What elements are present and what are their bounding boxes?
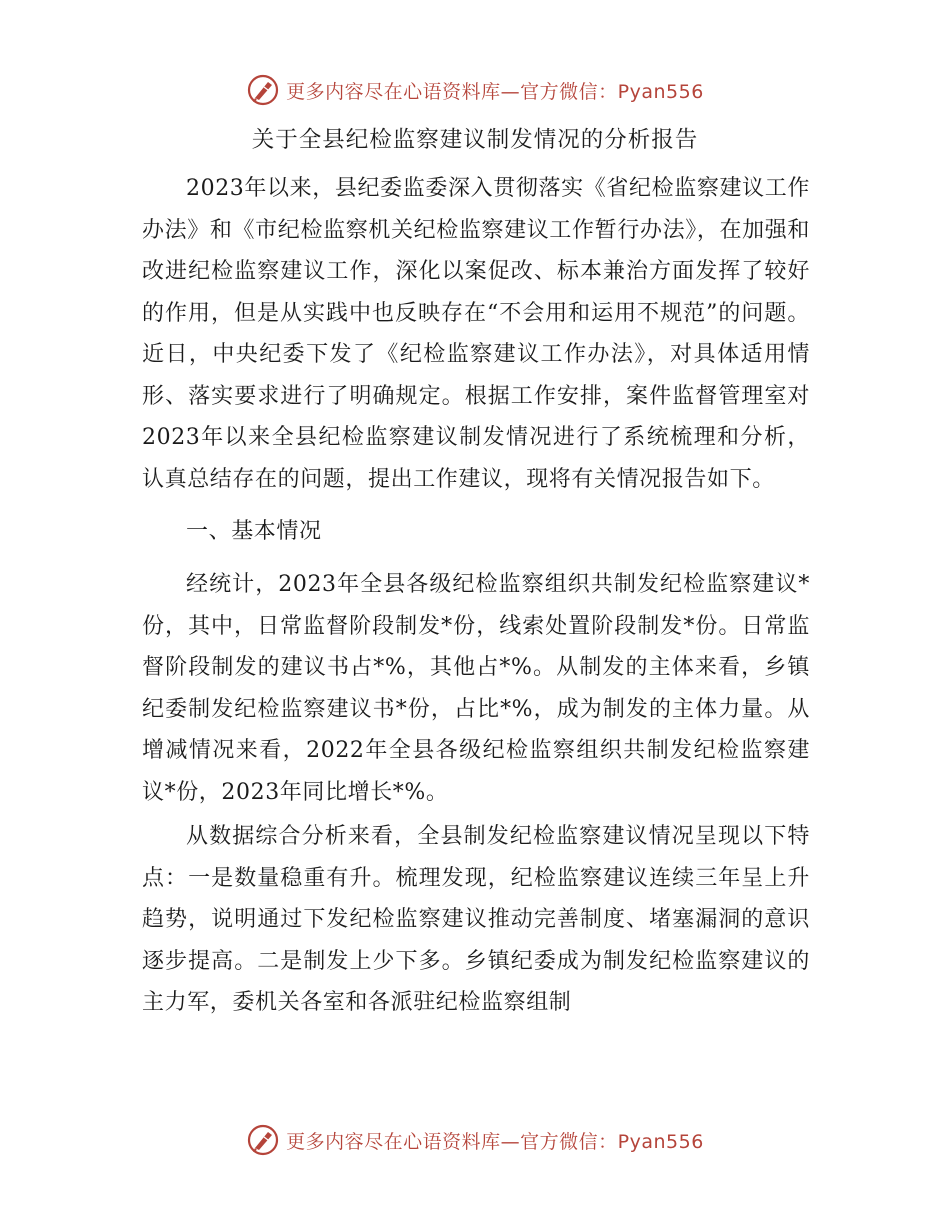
intro-paragraph: 2023年以来，县纪委监委深入贯彻落实《省纪检监察建议工作办法》和《市纪检监察机关纪检监察建议工作暂行办法》，在加强和改进纪检监察建议工作，深化以案促改、标本兼治方面发挥了较好的作用，但是从实践中也反映存在“不会用和运用不规范”的问题。近日，中央纪委下发了《纪检监察建议工作办法》，对具体适用情形、落实要求进行了明确规定。根据工作安排，案件监督管理室对2023年以来全县纪检监察建议制发情况进行了系统梳理和分析，认真总结存在的问题，提出工作建议，现将有关情况报告如下。: [142, 176, 810, 492]
quill-pen-logo-icon: [246, 1123, 280, 1157]
footer-banner: [0, 1120, 950, 1160]
analysis-paragraph: 从数据综合分析来看，全县制发纪检监察建议情况呈现以下特点：一是数量稳重有升。梳理发现，纪检监察建议连续三年呈上升趋势，说明通过下发纪检监察建议推动完善制度、堵塞漏洞的意识逐步提高。二是制发上少下多。乡镇纪委成为制发纪检监察建议的主力军，委机关各室和各派驻纪检监察组制: [142, 824, 810, 1015]
document-body: [142, 168, 810, 1024]
header-banner: [0, 70, 950, 110]
section-heading: 一、基本情况: [186, 519, 322, 544]
header-banner-text: 更多内容尽在心语资料库—官方微信：Pyan556: [286, 80, 704, 103]
document-title: 关于全县纪检监察建议制发情况的分析报告: [251, 127, 699, 153]
quill-pen-logo-icon: [246, 73, 280, 107]
footer-banner-text: 更多内容尽在心语资料库—官方微信：Pyan556: [286, 1130, 704, 1153]
statistics-paragraph: 经统计，2023年全县各级纪检监察组织共制发纪检监察建议*份，其中，日常监督阶段制发*份，线索处置阶段制发*份。日常监督阶段制发的建议书占*%，其他占*%。从制发的主体来看，乡镇纪委制发纪检监察建议书*份，占比*%，成为制发的主体力量。从增减情况来看，2022年全县各级纪检监察组织共制发纪检监察建议*份，2023年同比增长*%。: [142, 572, 810, 805]
